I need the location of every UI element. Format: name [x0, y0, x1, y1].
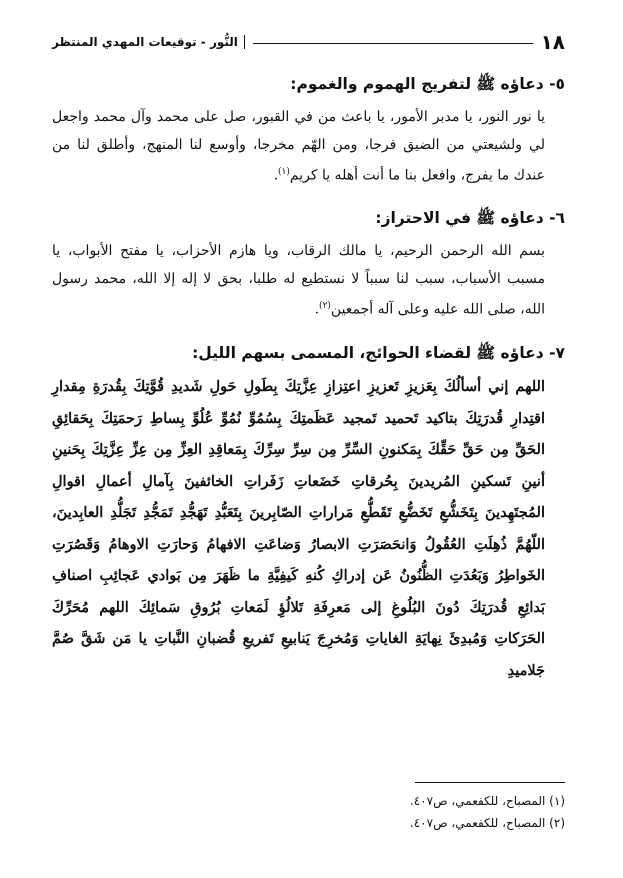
page-number: ١٨: [540, 30, 565, 54]
section-text-7: اللهم إني أسألُكَ بِعَزيزِ تَعزيزِ اعتِزازِ عِزَّتِكَ بِطَولِ حَولِ شَديدِ قُوَّتِكَ بِقُدرَةِ مِقدارِ اقتِدارِ قُدرَتِكَ بتاكيد تَحميد تَمجيد عَظَمتِكَ بِسُمُوِّ نُمُوِّ عُلُوِّ بِساطِ رَحمَتِكَ بِحَقائِقِ الحَقِّ مِن حَقِّ حَقِّكَ بِمَكنونِ السِّرِّ مِن سِرِّ سِرِّكَ بِمَعاقِدِ العِزِّ مِن عِزِّ عِزَّتِكَ بِحَنينِ أنينِ تَسكينِ المُريدينَ بِحُرقاتِ خَضَعاتِ زَفَراتِ الخائفينَ بِآمالِ أعمالِ اقوالِ المُجتَهِدينَ بِتَخَشُّعِ تَخَضُّعِ تَقَطُّعِ مَراراتِ الصّابِرينَ بِتَعَبُّدِ تَهَجُّدِ تَمَجُّدِ تَجَلُّدِ العابِدينَ، اللّهُمَّ ذُهِلَتِ العُقُولُ وَانحَصَرَتِ الابصارُ وَضاعَتِ الافهامُ وَحارَتِ الاوهامُ وَقَصُرَتِ الخَواطِرُ وَبَعُدَتِ الظُّنُونُ عَن إدراكِ كُنهِ كَيفِيَّةِ ما ظَهَرَ مِن بَوادي عَجائِبِ اصنافِ بَدائِعِ قُدرَتِكَ دُونَ البُلُوغِ إلى مَعرِفَةِ تَلالُؤِ لَمَعاتِ بُرُوقِ سَمائِكَ اللهم مُحَرِّكَ الحَرَكاتِ وَمُبدِئَ نِهايَةِ الغاياتِ وَمُخرِجَ يَنابيعِ تَفريعِ قُضبانِ النَّباتِ يا مَن شَقَّ صُمَّ جَلاميدِ: [52, 378, 545, 679]
footnote-2: (٢) المصباح، للكفعمي، ص٤٠٧.: [409, 816, 565, 830]
footnote-ref-1[interactable]: (١): [278, 167, 290, 177]
footnote-separator: [415, 782, 565, 783]
section-heading-7: ٧- دعاؤه ﷺ لقضاء الحوائج، المسمى بسهم الليل:: [192, 344, 565, 363]
section-heading-6: ٦- دعاؤه ﷺ في الاحتراز:: [375, 209, 565, 228]
section-text-5: يا نور النور، يا مدبر الأمور، يا باعث من في القبور، صل على محمد وآل محمد واجعل لي ولشيعتي من الضيق فرجا، ومن الهّم مخرجا، وأوسع لنا المنهج، وأطلق لنا من عندك ما يفرج، وافعل بنا ما أنت أهله يا كريم$^{(١)}$.: [52, 109, 545, 184]
footnote-1: (١) المصباح، للكفعمي، ص٤٠٧.: [409, 794, 565, 808]
header-rule: [253, 43, 533, 44]
section-heading-5: ٥- دعاؤه ﷺ لتفريج الهموم والغموم:: [290, 75, 565, 93]
page-header: [52, 26, 565, 58]
footnotes: [52, 790, 565, 834]
footnote-ref-2[interactable]: (٢): [319, 301, 331, 312]
section-text-6: بسم الله الرحمن الرحيم، يا مالك الرقاب، ويا هازم الأحزاب، يا مفتح الأبواب، يا مسبب الأسباب، سبب لنا سبباً لا نستطيع له طلبا، بحق لا إله إلا الله، محمد رسول الله، صلى الله عليه وعلى آله أجمعين$^{(٢)}$.: [52, 243, 545, 318]
running-title: النُّور - توقيعات المهدي المنتظر: [52, 35, 245, 49]
